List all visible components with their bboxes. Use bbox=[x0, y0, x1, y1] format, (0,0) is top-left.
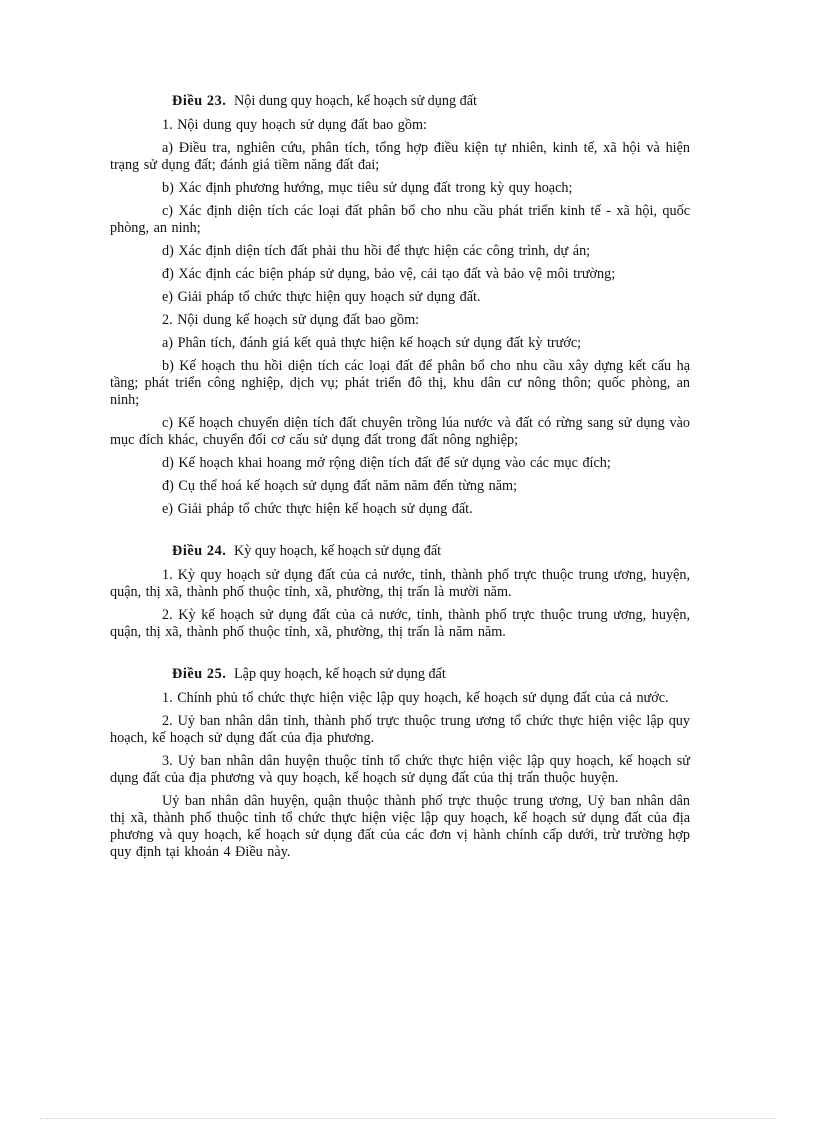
article-23 bbox=[110, 92, 690, 518]
page-bottom-rule bbox=[40, 1118, 776, 1119]
paragraph: d) Kế hoạch khai hoang mở rộng diện tích đất để sử dụng vào các mục đích; bbox=[162, 455, 611, 471]
article-title: Nội dung quy hoạch, kế hoạch sử dụng đất bbox=[234, 93, 477, 109]
article-25 bbox=[110, 665, 690, 861]
paragraph: 1. Nội dung quy hoạch sử dụng đất bao gồm: bbox=[162, 117, 427, 133]
paragraph: a) Phân tích, đánh giá kết quả thực hiện kế hoạch sử dụng đất kỳ trước; bbox=[162, 335, 582, 351]
paragraph: c) Xác định diện tích các loại đất phân bổ cho nhu cầu phát triển kinh tế - xã hội, quốc phòng, an ninh; bbox=[110, 203, 690, 236]
paragraph: 3. Uỷ ban nhân dân huyện thuộc tỉnh tổ chức thực hiện việc lập quy hoạch, kế hoạch sử dụng đất của địa phương và quy hoạch, kế hoạch sử dụng đất của thị trấn thuộc huyện. bbox=[110, 753, 690, 786]
article-number: Điều 24. bbox=[172, 543, 227, 559]
article-number: Điều 23. bbox=[172, 93, 227, 109]
article-heading bbox=[110, 542, 690, 561]
paragraph: e) Giải pháp tổ chức thực hiện quy hoạch sử dụng đất. bbox=[162, 289, 481, 305]
article-24 bbox=[110, 542, 690, 641]
paragraph: đ) Xác định các biện pháp sử dụng, bảo vệ, cải tạo đất và bảo vệ môi trường; bbox=[162, 266, 616, 282]
paragraph: 1. Chính phủ tổ chức thực hiện việc lập quy hoạch, kế hoạch sử dụng đất của cả nước. bbox=[162, 690, 669, 706]
document-page bbox=[110, 92, 690, 885]
paragraph: đ) Cụ thể hoá kế hoạch sử dụng đất năm năm đến từng năm; bbox=[162, 478, 518, 494]
article-heading bbox=[110, 665, 690, 684]
paragraph: 2. Kỳ kế hoạch sử dụng đất của cả nước, tỉnh, thành phố trực thuộc trung ương, huyện, quận, thị xã, thành phố thuộc tỉnh, xã, phường, thị trấn là năm năm. bbox=[110, 607, 690, 640]
paragraph: a) Điều tra, nghiên cứu, phân tích, tổng hợp điều kiện tự nhiên, kinh tế, xã hội và hiện trạng sử dụng đất; đánh giá tiềm năng đất đai; bbox=[110, 140, 690, 173]
paragraph: 2. Nội dung kế hoạch sử dụng đất bao gồm: bbox=[162, 312, 420, 328]
article-title: Kỳ quy hoạch, kế hoạch sử dụng đất bbox=[234, 543, 442, 559]
article-number: Điều 25. bbox=[172, 666, 227, 682]
paragraph: d) Xác định diện tích đất phải thu hồi để thực hiện các công trình, dự án; bbox=[162, 243, 591, 259]
article-title: Lập quy hoạch, kế hoạch sử dụng đất bbox=[234, 666, 446, 682]
paragraph: b) Kế hoạch thu hồi diện tích các loại đất để phân bổ cho nhu cầu xây dựng kết cấu hạ tầng; phát triển công nghiệp, dịch vụ; phát triển đô thị, khu dân cư nông thôn; quốc phòng, an ninh; bbox=[110, 358, 690, 408]
paragraph: 2. Uỷ ban nhân dân tỉnh, thành phố trực thuộc trung ương tổ chức thực hiện việc lập quy hoạch, kế hoạch sử dụng đất của địa phương. bbox=[110, 713, 690, 746]
article-heading bbox=[110, 92, 690, 111]
paragraph: e) Giải pháp tổ chức thực hiện kế hoạch sử dụng đất. bbox=[162, 501, 473, 517]
paragraph: c) Kế hoạch chuyển diện tích đất chuyên trồng lúa nước và đất có rừng sang sử dụng vào mục đích khác, chuyển đổi cơ cấu sử dụng đất trong đất nông nghiệp; bbox=[110, 415, 690, 448]
paragraph: 1. Kỳ quy hoạch sử dụng đất của cả nước, tỉnh, thành phố trực thuộc trung ương, huyện, quận, thị xã, thành phố thuộc tỉnh, xã, phường, thị trấn là mười năm. bbox=[110, 567, 690, 600]
paragraph: Uỷ ban nhân dân huyện, quận thuộc thành phố trực thuộc trung ương, Uỷ ban nhân dân thị xã, thành phố thuộc tỉnh tổ chức thực hiện việc lập quy hoạch, kế hoạch sử dụng đất của địa phương và quy hoạch, kế hoạch sử dụng đất của các đơn vị hành chính cấp dưới, trừ trường hợp quy định tại khoản 4 Điều này. bbox=[110, 793, 690, 860]
paragraph: b) Xác định phương hướng, mục tiêu sử dụng đất trong kỳ quy hoạch; bbox=[162, 180, 573, 196]
